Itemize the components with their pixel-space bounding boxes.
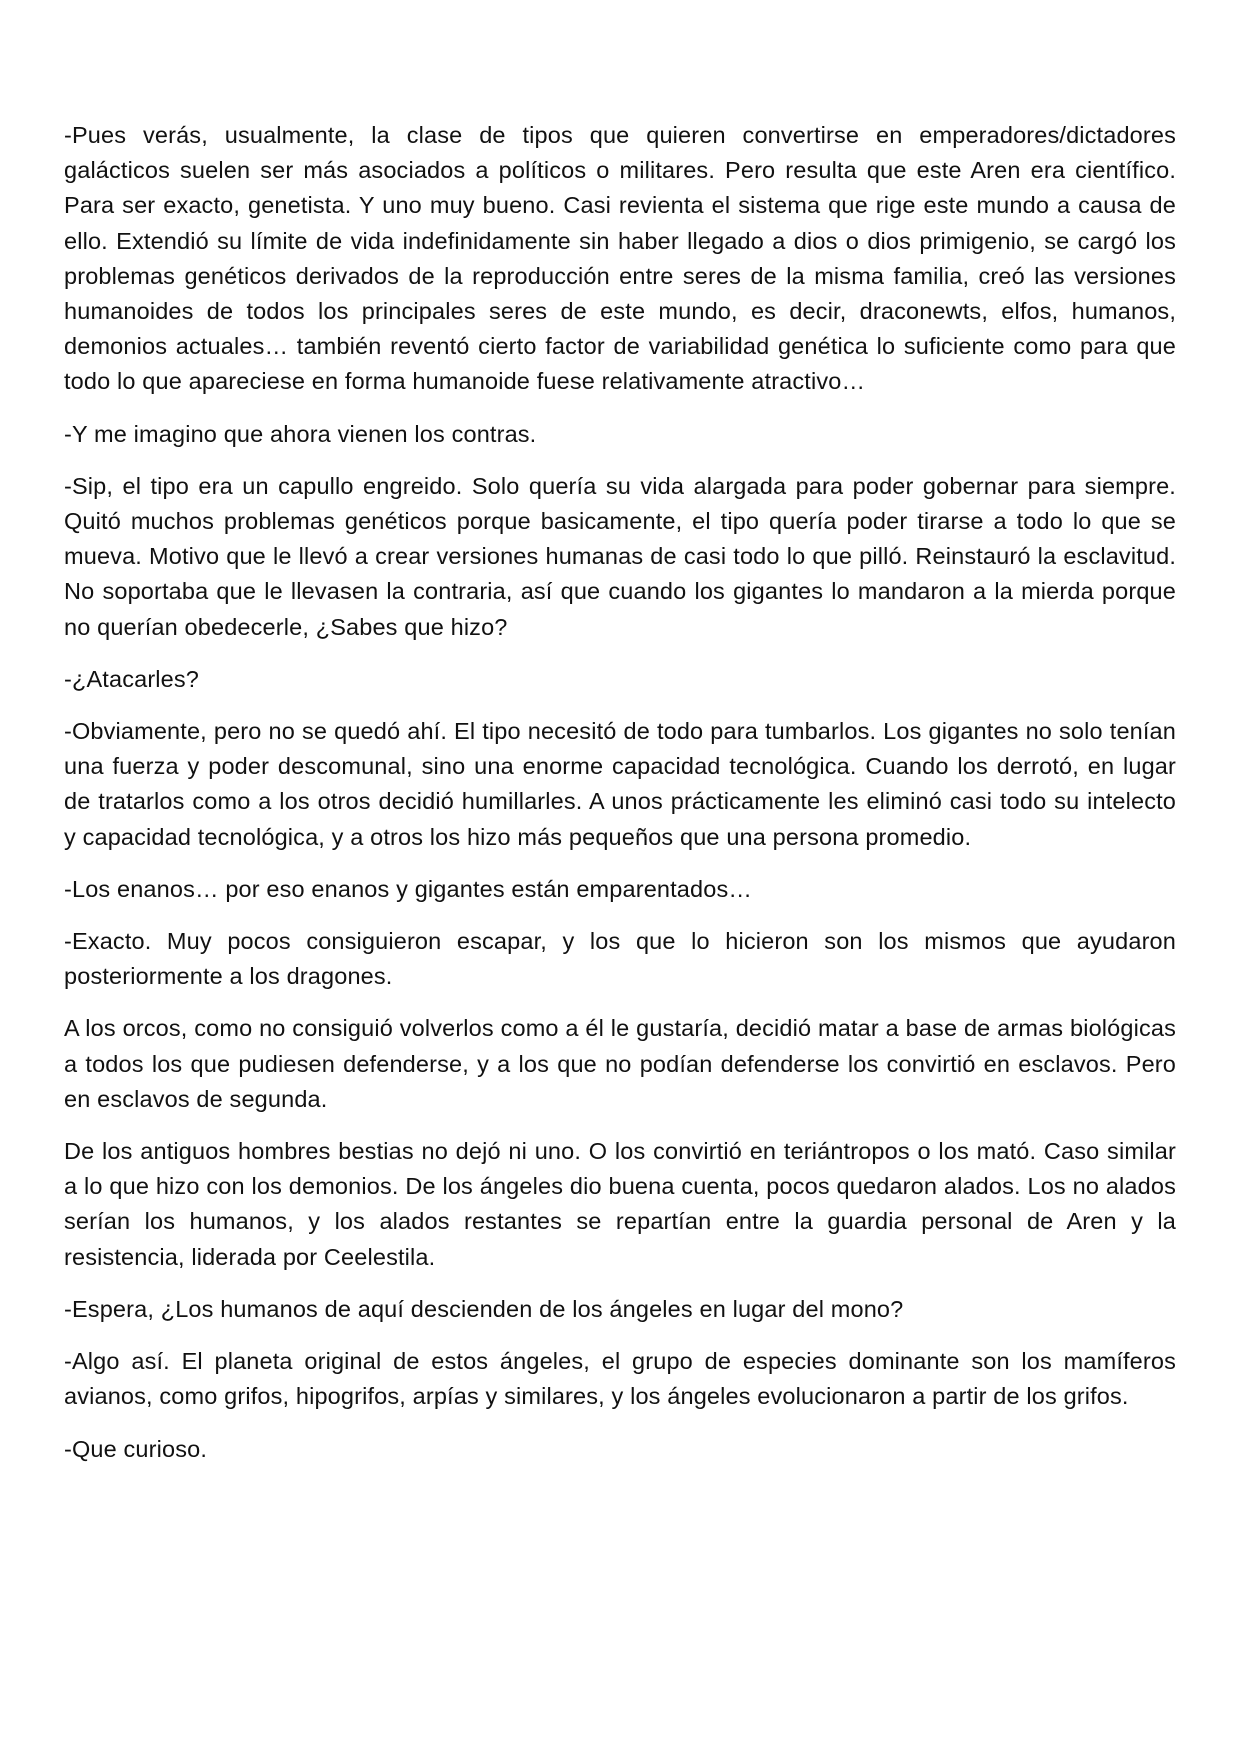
paragraph: A los orcos, como no consiguió volverlos como a él le gustaría, decidió matar a base de armas biológicas a todos los que pudiesen defenderse, y a los que no podían defenderse los convirtió en esclavos. Pero en esclavos de segunda.: [64, 1015, 1176, 1112]
paragraph: De los antiguos hombres bestias no dejó ni uno. O los convirtió en teriántropos o los mató. Caso similar a lo que hizo con los demonios. De los ángeles dio buena cuenta, pocos quedaron alados. Los no alados serían los humanos, y los alados restantes se repartían entre la guardia personal de Aren y la resistencia, liderada por Ceelestila.: [64, 1138, 1176, 1270]
paragraph: -Y me imagino que ahora vienen los contras.: [64, 420, 537, 447]
paragraph: -Espera, ¿Los humanos de aquí descienden de los ángeles en lugar del mono?: [64, 1295, 904, 1322]
paragraph: -Obviamente, pero no se quedó ahí. El tipo necesitó de todo para tumbarlos. Los gigantes no solo tenían una fuerza y poder descomunal, sino una enorme capacidad tecnológica. Cuando los derrotó, en lugar de tratarlos como a los otros decidió humillarles. A unos prácticamente les eliminó casi todo su intelecto y capacidad tecnológica, y a otros los hizo más pequeños que una persona promedio.: [64, 718, 1176, 850]
paragraph: -Exacto. Muy pocos consiguieron escapar, y los que lo hicieron son los mismos que ayudaron posteriormente a los dragones.: [64, 928, 1176, 990]
paragraph: -Los enanos… por eso enanos y gigantes están emparentados…: [64, 875, 753, 902]
paragraph: -¿Atacarles?: [64, 665, 200, 692]
document-body: [64, 118, 1176, 1467]
paragraph: -Sip, el tipo era un capullo engreido. Solo quería su vida alargada para poder gobernar para siempre. Quitó muchos problemas genéticos porque basicamente, el tipo quería poder tirarse a todo lo que se mueva. Motivo que le llevó a crear versiones humanas de casi todo lo que pilló. Reinstauró la esclavitud. No soportaba que le llevasen la contraria, así que cuando los gigantes lo mandaron a la mierda porque no querían obedecerle, ¿Sabes que hizo?: [64, 472, 1176, 640]
paragraph: -Que curioso.: [64, 1435, 208, 1462]
paragraph: -Algo así. El planeta original de estos ángeles, el grupo de especies dominante son los mamíferos avianos, como grifos, hipogrifos, arpías y similares, y los ángeles evolucionaron a partir de los grifos.: [64, 1348, 1176, 1410]
paragraph: -Pues verás, usualmente, la clase de tipos que quieren convertirse en emperadores/dictadores galácticos suelen ser más asociados a políticos o militares. Pero resulta que este Aren era científico. Para ser exacto, genetista. Y uno muy bueno. Casi revienta el sistema que rige este mundo a causa de ello. Extendió su límite de vida indefinidamente sin haber llegado a dios o dios primigenio, se cargó los problemas genéticos derivados de la reproducción entre seres de la misma familia, creó las versiones humanoides de todos los principales seres de este mundo, es decir, draconewts, elfos, humanos, demonios actuales… también reventó cierto factor de variabilidad genética lo suficiente como para que todo lo que apareciese en forma humanoide fuese relativamente atractivo…: [64, 122, 1176, 395]
